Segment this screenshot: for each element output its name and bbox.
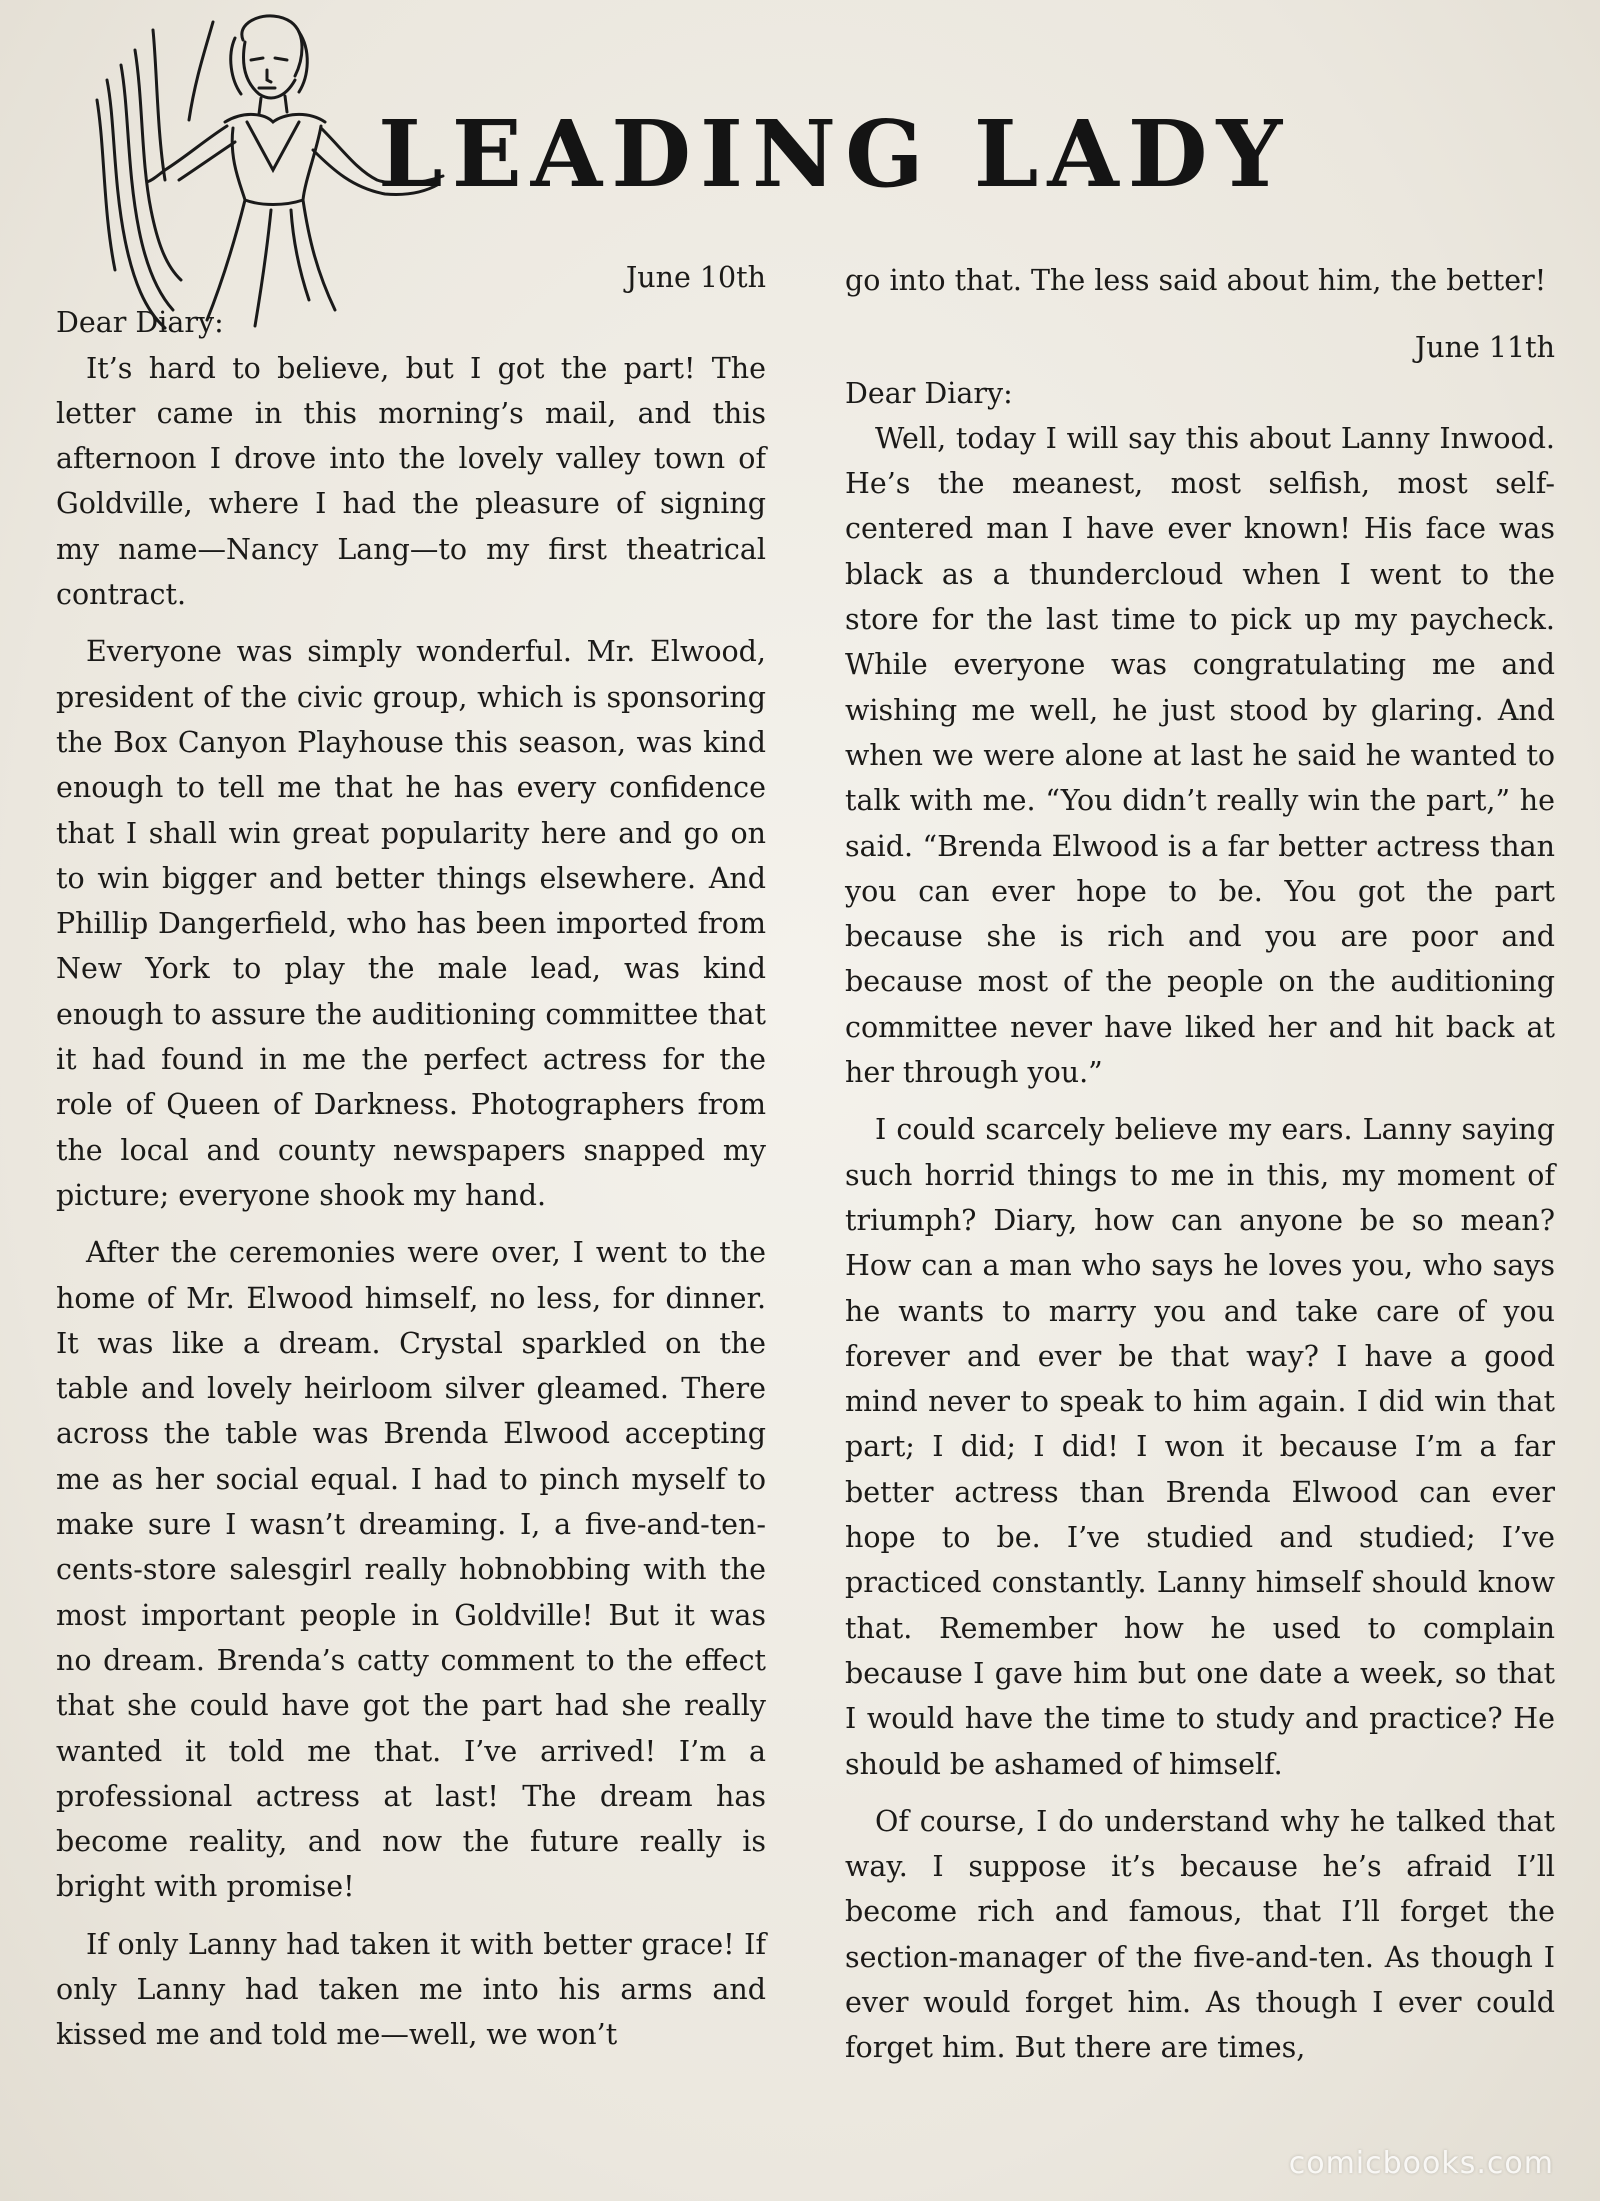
paragraph: It’s hard to believe, but I got the part! The letter came in this morning’s mail, and this afternoon I drove into the lovely valley town of Goldville, where I had the pleasure of signing my name—Nancy Lang—to my first theatrical contract.	[56, 351, 766, 612]
watermark: comicbooks.com	[1288, 2146, 1554, 2181]
right-column	[845, 258, 1555, 2071]
left-column	[56, 255, 766, 2058]
paragraph: After the ceremonies were over, I went to the home of Mr. Elwood himself, no less, for dinner. It was like a dream. Crystal sparkled on the table and lovely heirloom silver gleamed. There across the table was Brenda Elwood accepting me as her social equal. I had to pinch myself to make sure I wasn’t dreaming. I, a five-and-ten-cents-store salesgirl really hobnobbing with the most important people in Goldville! But it was no dream. Brenda’s catty comment to the effect that she could have got the part had she really wanted it told me that. I’ve arrived! I’m a professional actress at last! The dream has become reality, and now the future really is bright with promise!	[56, 1236, 766, 1904]
page-title: LEADING LADY	[378, 100, 1292, 208]
entry-date: June 10th	[625, 261, 766, 294]
paragraph: Everyone was simply wonderful. Mr. Elwood, president of the civic group, which is sponsoring the Box Canyon Playhouse this season, was kind enough to tell me that he has every confidence that I shall win great popularity here and go on to win bigger and better things elsewhere. And Phillip Dangerfield, who has been imported from New York to play the male lead, was kind enough to assure the auditioning committee that it had found in me the perfect actress for the role of Queen of Darkness. Photographers from the local and county newspapers snapped my picture; everyone shook my hand.	[56, 635, 766, 1212]
paragraph: If only Lanny had taken it with better grace! If only Lanny had taken me into his arms and kissed me and told me—well, we won’t	[56, 1927, 766, 2052]
entry-date: June 11th	[1414, 331, 1555, 365]
paragraph: Of course, I do understand why he talked that way. I suppose it’s because he’s afraid I’ll become rich and famous, that I’ll forget the section-manager of the five-and-ten. As though I ever would forget him. As though I ever could forget him. But there are times,	[845, 1804, 1555, 2065]
paragraph-continued: go into that. The less said about him, the better!	[845, 264, 1547, 297]
salutation: Dear Diary:	[56, 306, 224, 340]
paragraph: I could scarcely believe my ears. Lanny saying such horrid things to me in this, my moment of triumph? Diary, how can anyone be so mean? How can a man who says he loves you, who says he wants to marry you and take care of you forever and ever be that way? I have a good mind never to speak to him again. I did win that part; I did; I did! I won it because I’m a far better actress than Brenda Elwood can ever hope to be. I’ve studied and studied; I’ve practiced constantly. Lanny himself should know that. Remember how he used to complain because I gave him but one date a week, so that I would have the time to study and practice? He should be ashamed of himself.	[845, 1113, 1555, 1781]
salutation: Dear Diary:	[845, 376, 1013, 410]
paragraph: Well, today I will say this about Lanny Inwood. He’s the meanest, most selfish, most self-centered man I have ever known! His face was black as a thundercloud when I went to the store for the last time to pick up my paycheck. While everyone was congratulating me and wishing me well, he just stood by glaring. And when we were alone at last he said he wanted to talk with me. “You didn’t really win the part,” he said. “Brenda Elwood is a far better actress than you can ever hope to be. You got the part because she is rich and you are poor and because most of the people on the auditioning committee never have liked her and hit back at her through you.”	[845, 421, 1555, 1090]
